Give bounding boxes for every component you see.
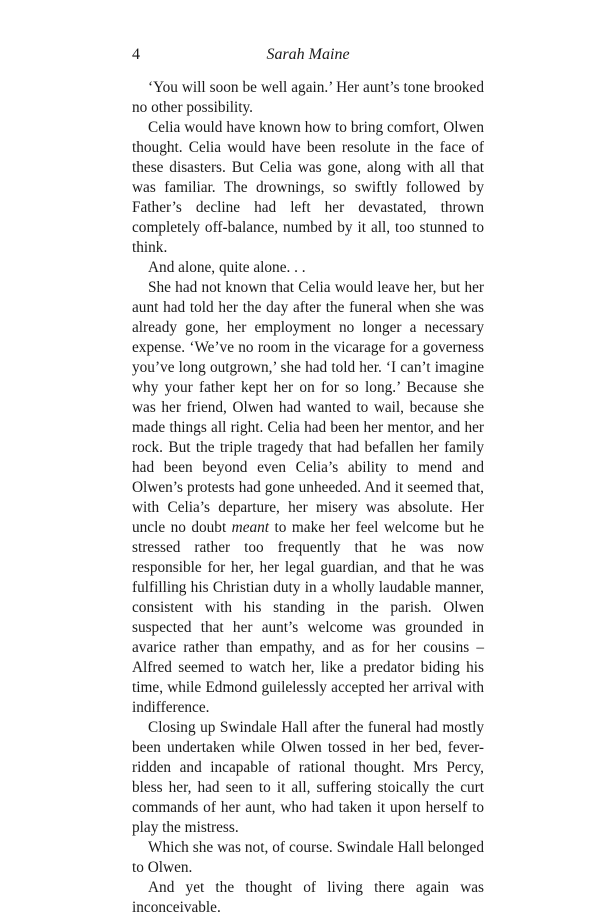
running-head <box>132 44 484 66</box>
paragraph: Closing up Swindale Hall after the funeral had mostly been undertaken while Olwen tossed in her bed, fever-ridden and incapable of rational thought. Mrs Percy, bless her, had seen to it all, suffering stoically the curt commands of her aunt, who had taken it upon herself to play the mistress. <box>132 719 484 836</box>
body-text <box>132 78 484 918</box>
paragraph: Celia would have known how to bring comfort, Olwen thought. Celia would have been resolute in the face of these disasters. But Celia was gone, along with all that was familiar. The drownings, so swiftly followed by Father’s decline had left her devastated, thrown completely off-balance, numbed by it all, too stunned to think. <box>132 119 484 256</box>
paragraph: ‘You will soon be well again.’ Her aunt’s tone brooked no other possibility. <box>132 79 484 116</box>
paragraph-text: to make her feel welcome but he stressed rather too frequently that he was now responsible for her, her legal guardian, and that he was fulfilling his Christian duty in a wholly laudable manner, consistent with his standing in the parish. Olwen suspected that her aunt’s welcome was grounded in avarice rather than empathy, and as for her cousins – Alfred seemed to watch her, like a predator biding his time, while Edmond guilelessly accepted her arrival with indifference. <box>132 519 484 716</box>
paragraph: Which she was not, of course. Swindale Hall belonged to Olwen. <box>132 839 484 876</box>
paragraph: And yet the thought of living there again was inconceivable. <box>132 879 484 916</box>
emphasis-text: meant <box>231 519 270 536</box>
paragraph: And alone, quite alone. . . <box>148 259 306 276</box>
paragraph-text: She had not known that Celia would leave her, but her aunt had told her the day after the funeral when she was already gone, her employment no longer a necessary expense. ‘We’ve no room in the vicarage for a governess you’ve long outgrown,’ she had told her. ‘I can’t imagine why your father kept her on for so long.’ Because she was her friend, Olwen had wanted to wail, because she made things all right. Celia had been her mentor, and her rock. But the triple tragedy that had befallen her family had been beyond even Celia’s ability to mend and Olwen’s protests had gone unheeded. And it seemed that, with Celia’s departure, her misery was absolute. Her uncle no doubt <box>132 279 484 536</box>
page-number: 4 <box>132 46 140 63</box>
running-head-author: Sarah Maine <box>266 46 350 63</box>
paragraph <box>132 278 484 718</box>
